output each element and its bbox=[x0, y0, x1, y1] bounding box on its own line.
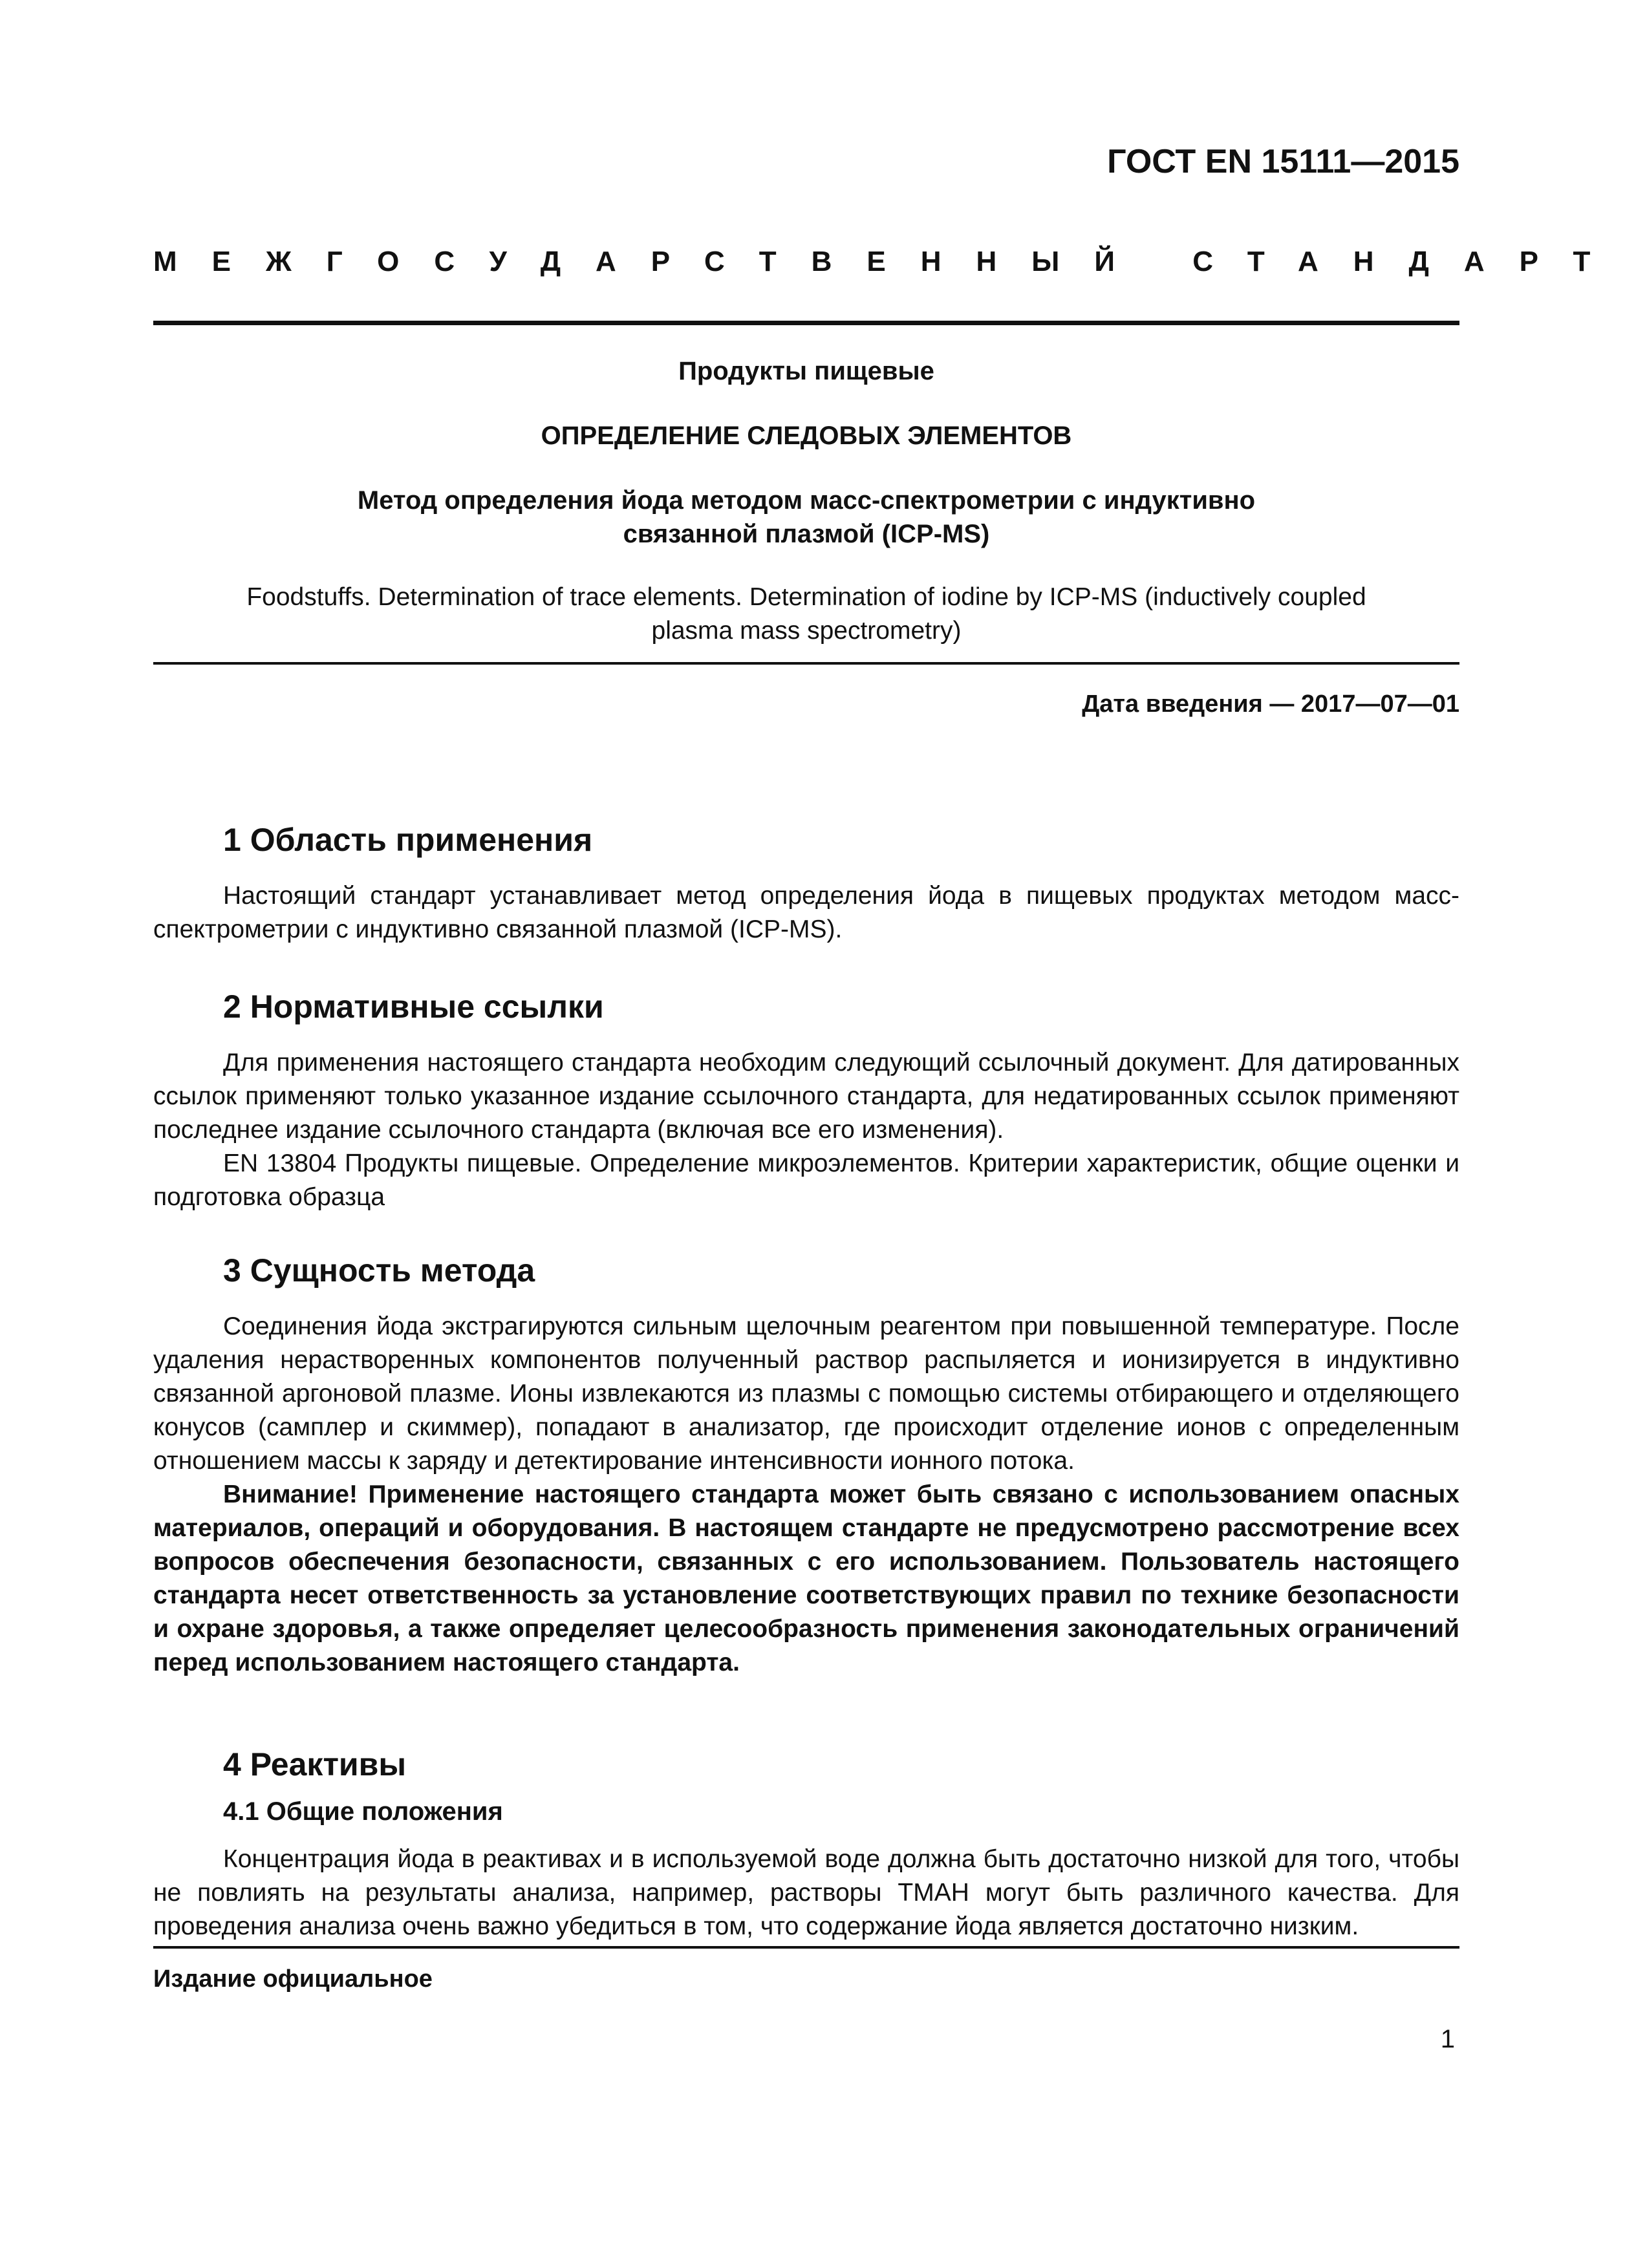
title-rule bbox=[153, 662, 1459, 665]
section-4-body bbox=[153, 1843, 1459, 1943]
section-1-body bbox=[153, 879, 1459, 947]
section-3-heading: 3 Сущность метода bbox=[223, 1252, 535, 1289]
title-method-line2: связанной плазмой (ICP-MS) bbox=[623, 520, 990, 548]
top-thick-rule bbox=[153, 321, 1459, 325]
section-4-1-heading: 4.1 Общие положения bbox=[223, 1797, 503, 1826]
section-2-paragraph-1: Для применения настоящего стандарта необходим следующий ссылочный документ. Для датированных ссылок применяют только указанное издание ссылочного стандарта, для недатированных ссылок применяют последнее издание ссылочного стандарта (включая все его изменения). bbox=[153, 1049, 1459, 1144]
section-3-paragraph-1: Соединения йода экстрагируются сильным щелочным реагентом при повышенной температуре. После удаления нерастворенных компонентов полученный раствор распыляется и ионизируется в индуктивно связанной аргоновой плазме. Ионы извлекаются из плазмы с помощью системы отбирающего и отделяющего конусов (самплер и скиммер), попадают в анализатор, где происходит отделение ионов с определенным отношением массы к заряду и детектирование интенсивности ионного потока. bbox=[153, 1312, 1459, 1475]
section-1-heading: 1 Область применения bbox=[223, 822, 593, 858]
official-edition-label: Издание официальное bbox=[153, 1965, 433, 1993]
title-method-line1: Метод определения йода методом масс-спектрометрии с индуктивно bbox=[357, 486, 1256, 515]
english-title-line1: Foodstuffs. Determination of trace elements. Determination of iodine by ICP-MS (inductively coupled bbox=[246, 583, 1366, 611]
section-1-paragraph: Настоящий стандарт устанавливает метод определения йода в пищевых продуктах методом масс-спектрометрии с индуктивно связанной плазмой (ICP-MS). bbox=[153, 882, 1459, 943]
title-category: Продукты пищевые bbox=[678, 357, 934, 385]
standard-type-banner: МЕЖГОСУДАРСТВЕННЫЙ СТАНДАРТ bbox=[153, 246, 1625, 277]
effective-date: Дата введения — 2017—07—01 bbox=[1082, 690, 1459, 718]
english-title-line2: plasma mass spectrometry) bbox=[651, 617, 962, 645]
section-2-body bbox=[153, 1046, 1459, 1214]
section-2-heading: 2 Нормативные ссылки bbox=[223, 989, 604, 1025]
footer-rule bbox=[153, 1946, 1459, 1949]
section-4-1-paragraph: Концентрация йода в реактивах и в используемой воде должна быть достаточно низкой для того, чтобы не повлиять на результаты анализа, например, растворы TMAH могут быть различного качества. Для проведения анализа очень важно убедиться в том, что содержание йода является достаточно низким. bbox=[153, 1845, 1459, 1940]
title-main: ОПРЕДЕЛЕНИЕ СЛЕДОВЫХ ЭЛЕМЕНТОВ bbox=[541, 422, 1072, 450]
page-number: 1 bbox=[1440, 2025, 1455, 2053]
section-4-heading: 4 Реактивы bbox=[223, 1746, 407, 1782]
section-3-warning: Внимание! Применение настоящего стандарта может быть связано с использованием опасных материалов, операций и оборудования. В настоящем стандарте не предусмотрено рассмотрение всех вопросов обеспечения безопасности, связанных с его использованием. Пользователь настоящего стандарта несет ответственность за установление соответствующих правил по технике безопасности и охране здоровья, а также определяет целесообразность применения законодательных ограничений перед использованием настоящего стандарта. bbox=[153, 1481, 1459, 1676]
document-number: ГОСТ EN 15111—2015 bbox=[1107, 143, 1459, 180]
section-3-body bbox=[153, 1310, 1459, 1680]
section-2-paragraph-2: EN 13804 Продукты пищевые. Определение микроэлементов. Критерии характеристик, общие оценки и подготовка образца bbox=[153, 1150, 1459, 1211]
